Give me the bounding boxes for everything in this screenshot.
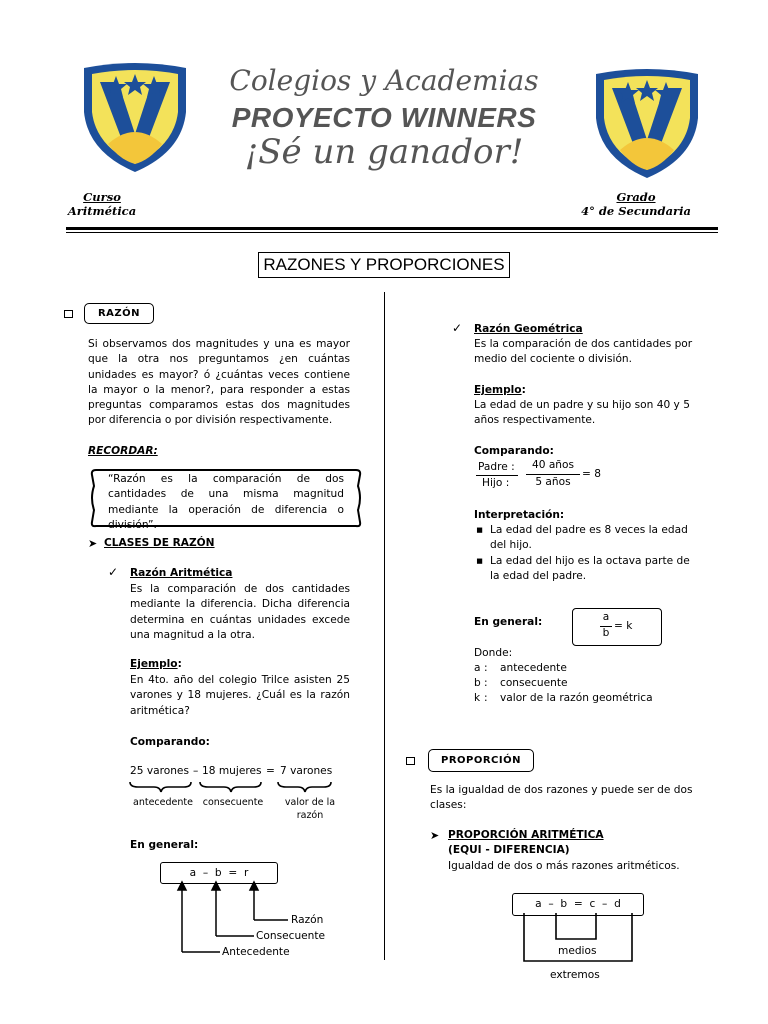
interpretacion-title: Interpretación: — [474, 509, 565, 521]
en-general-right-word: En general — [474, 616, 538, 628]
geo-text: Es la comparación de dos cantidades por medio del cociente o división. — [474, 338, 693, 366]
interp-item — [474, 554, 700, 585]
comparando-left: Comparando: — [130, 736, 210, 748]
interp-text-1: La edad del padre es 8 veces la edad del hijo. — [490, 524, 688, 552]
hijo-label: Hijo : — [482, 477, 510, 489]
interp-item — [474, 523, 700, 554]
check-icon: ✓ — [108, 565, 119, 579]
label-razon: Razón — [291, 914, 324, 926]
square-bullet-small-icon: ▪ — [476, 555, 484, 567]
header-rule — [66, 227, 718, 230]
arrow-bullet-icon: ➤ — [88, 537, 98, 550]
en-general-left-word: En general — [130, 839, 194, 851]
aritmetica-title: Razón Aritmética — [130, 567, 233, 579]
header-line1: Colegios y Academias — [229, 64, 539, 97]
def-key: b — [474, 677, 481, 689]
def-row: a : antecedente — [474, 661, 481, 676]
razon-label-box: RAZÓN — [84, 303, 154, 324]
recordar-label: RECORDAR: — [88, 445, 158, 457]
school-shield-logo-right — [590, 66, 704, 180]
ejemplo-left-text: En 4to. año del colegio Trilce asisten 25 varones y 18 mujeres. ¿Cuál es la razón aritmética? — [130, 674, 350, 717]
ejemplo-left-word: Ejemplo — [130, 658, 178, 670]
en-general-right: En general: — [474, 616, 543, 628]
frac-num: 40 años — [531, 459, 575, 471]
square-bullet-small-icon: ▪ — [476, 524, 484, 536]
header-rule-thin — [66, 232, 718, 233]
page-title: RAZONES Y PROPORCIONES — [258, 252, 510, 278]
label-consecuente: Consecuente — [256, 930, 326, 942]
fraction-line — [526, 474, 580, 475]
arith-formula-box: a – b = r — [160, 862, 278, 884]
grade-label: Grado — [616, 190, 656, 204]
def-key: k — [474, 692, 481, 704]
brace-label-valor: valor de la razón — [284, 797, 336, 821]
comparando-right: Comparando: — [474, 445, 554, 457]
gen-den: b — [602, 627, 610, 639]
course-label: Curso — [83, 190, 121, 204]
brace-label-antecedente: antecedente — [133, 797, 193, 808]
gen-num: a — [602, 611, 610, 623]
school-shield-logo-left — [78, 60, 192, 174]
header-line2: PROYECTO WINNERS — [231, 102, 537, 133]
medios-label: medios — [556, 944, 599, 959]
def-key: a — [474, 662, 481, 674]
ejemplo-left-label: Ejemplo: — [130, 658, 182, 670]
column-divider — [384, 292, 385, 960]
extremos-label: extremos — [550, 969, 600, 981]
eq-result: 7 varones — [280, 765, 333, 777]
proporcion-text: Es la igualdad de dos razones y puede ser de dos clases: — [430, 784, 693, 812]
grade-value: 4° de Secundaria — [581, 204, 691, 218]
square-bullet-icon — [406, 757, 415, 765]
aritmetica-text: Es la comparación de dos cantidades mediante la diferencia. Dicha diferencia determina en cuántas unidades excede una magnitud a la otra. — [130, 583, 350, 641]
interp-text-2: La edad del hijo es la octava parte de la edad del padre. — [490, 555, 690, 583]
def-value: valor de la razón geométrica — [500, 692, 653, 704]
eq-consequent: 18 mujeres — [202, 765, 262, 777]
eq-equals: = — [266, 765, 275, 777]
razon-quote: “Razón es la comparación de dos cantidades de una misma magnitud mediante la operación de diferencia o división”. — [108, 473, 344, 531]
course-info — [52, 190, 152, 218]
eq-minus: – — [193, 765, 199, 777]
brace-label-consecuente: consecuente — [202, 797, 264, 808]
en-general-left: En general: — [130, 839, 199, 851]
gen-eq: = k — [614, 620, 633, 632]
padre-label: Padre : — [478, 461, 515, 473]
clases-title: CLASES DE RAZÓN — [104, 537, 215, 549]
prop-arit-sub: (EQUI - DIFERENCIA) — [448, 844, 570, 856]
header-line3: ¡Sé un ganador! — [244, 132, 524, 172]
geo-title: Razón Geométrica — [474, 323, 583, 335]
frac-den: 5 años — [535, 476, 571, 488]
underbraces — [128, 780, 348, 794]
fraction-line-left — [476, 475, 518, 476]
square-bullet-icon — [64, 310, 73, 318]
def-row: k : valor de la razón geométrica — [474, 691, 480, 706]
prop-arit-text: Igualdad de dos o más razones aritméticos. — [448, 860, 680, 872]
label-antecedente: Antecedente — [222, 946, 290, 958]
arrow-bullet-icon: ➤ — [430, 829, 440, 842]
def-row: b : consecuente — [474, 676, 481, 691]
check-icon: ✓ — [452, 321, 463, 335]
def-value: antecedente — [500, 662, 567, 674]
def-value: consecuente — [500, 677, 568, 689]
prop-arit-title: PROPORCIÓN ARITMÉTICA — [448, 829, 604, 841]
eq-antecedent: 25 varones — [130, 765, 189, 777]
donde-label: Donde: — [474, 647, 513, 659]
proporcion-label-box: PROPORCIÓN — [428, 749, 534, 772]
razon-intro: Si observamos dos magnitudes y una es mayor que la otra nos preguntamos ¿en cuántas unidades es mayor? ó ¿cuántas veces contiene la mayor o la menor?, para responder a estas preguntas comparamos estas dos magnitudes por diferencia o por división respectivamente. — [88, 338, 350, 427]
ejemplo-right-text: La edad de un padre y su hijo son 40 y 5 años respectivamente. — [474, 399, 690, 427]
frac-result: = 8 — [582, 468, 601, 480]
course-value: Aritmética — [67, 204, 137, 218]
grade-info — [566, 190, 706, 218]
ejemplo-right-label: Ejemplo: — [474, 384, 526, 396]
prop-formula-box: a – b = c – d — [512, 893, 644, 916]
ejemplo-right-word: Ejemplo — [474, 384, 522, 396]
